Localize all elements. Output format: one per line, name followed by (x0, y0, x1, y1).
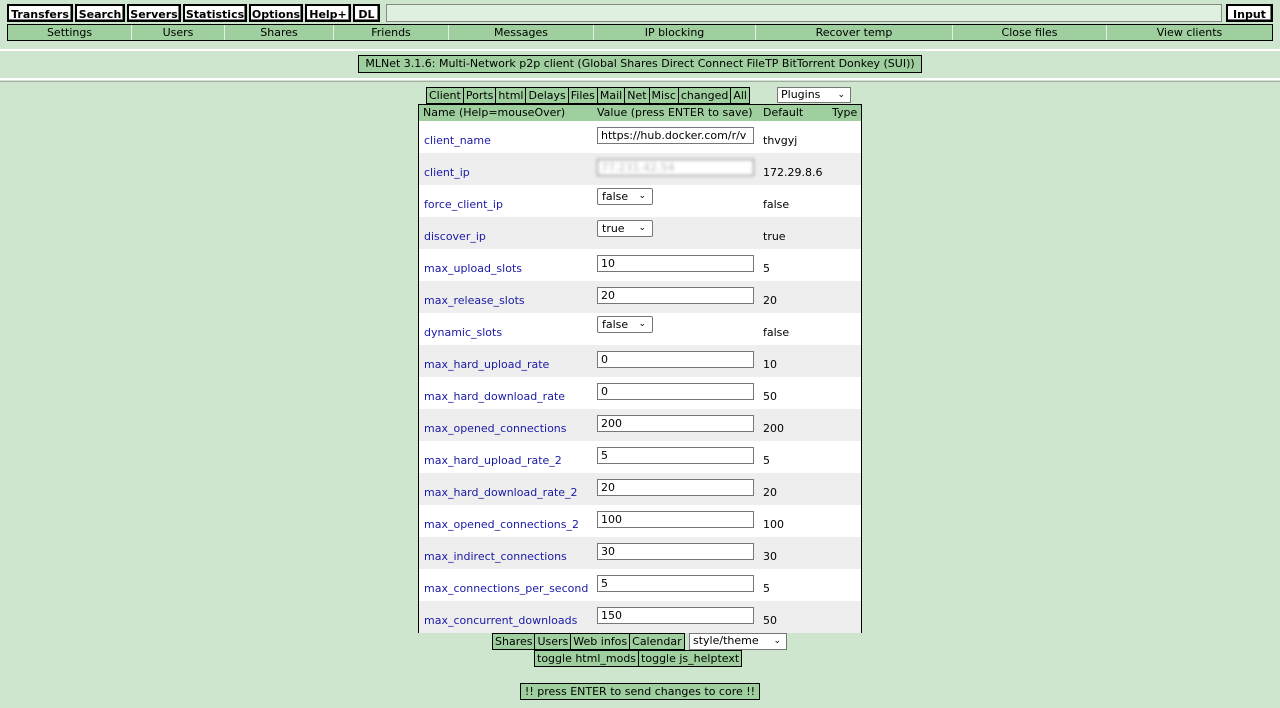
option-name-link[interactable]: max_opened_connections (424, 422, 567, 435)
option-name-link[interactable]: max_hard_download_rate_2 (424, 486, 578, 499)
table-row (419, 121, 861, 153)
option-default: true (763, 230, 786, 243)
option-name-link[interactable]: max_opened_connections_2 (424, 518, 580, 531)
tab-users[interactable]: Users (534, 633, 571, 650)
sub-menu-close-files[interactable]: Close files (953, 25, 1107, 40)
option-value-input[interactable]: https://hub.docker.com/r/v (597, 127, 754, 144)
tab-net[interactable]: Net (624, 87, 649, 104)
table-row (419, 249, 861, 281)
sub-menu-recover-temp[interactable]: Recover temp (756, 25, 953, 40)
search-button[interactable]: Search (75, 4, 125, 22)
table-header (419, 105, 861, 121)
sub-menu-friends[interactable]: Friends (334, 25, 449, 40)
header-value: Value (press ENTER to save) (597, 106, 753, 119)
statistics-button[interactable]: Statistics (183, 4, 247, 22)
header-name: Name (Help=mouseOver) (423, 106, 566, 119)
style-theme-select[interactable] (689, 633, 787, 650)
toggle-bar (534, 650, 741, 667)
option-name-link[interactable]: max_indirect_connections (424, 550, 567, 563)
option-default: 172.29.8.6 (763, 166, 823, 179)
table-row (419, 505, 861, 537)
page-title: MLNet 3.1.6: Multi-Network p2p client (Global Shares Direct Connect FileTP BitTorrent Donkey (SUI)) (358, 55, 922, 73)
table-row (419, 153, 861, 185)
chevron-down-icon: ⌄ (638, 191, 646, 201)
chevron-down-icon: ⌄ (638, 319, 646, 329)
servers-button[interactable]: Servers (127, 4, 181, 22)
sub-menu-users[interactable]: Users (132, 25, 225, 40)
tab-html[interactable]: html (495, 87, 526, 104)
table-row (419, 313, 861, 345)
option-value-input[interactable]: 0 (597, 383, 754, 400)
sub-menu-ip-blocking[interactable]: IP blocking (594, 25, 756, 40)
chevron-down-icon: ⌄ (837, 90, 845, 100)
table-row (419, 473, 861, 505)
tab-files[interactable]: Files (568, 87, 598, 104)
option-name-link[interactable]: max_hard_upload_rate_2 (424, 454, 562, 467)
sub-menu-shares[interactable]: Shares (225, 25, 334, 40)
options-table (418, 104, 862, 633)
sub-menu-view-clients[interactable]: View clients (1156, 26, 1223, 39)
option-value-input[interactable]: 10 (597, 255, 754, 272)
table-row (419, 569, 861, 601)
option-value-select[interactable] (597, 316, 653, 333)
table-row (419, 185, 861, 217)
option-name-link[interactable]: max_concurrent_downloads (424, 614, 578, 627)
style-theme-value: style/theme (693, 634, 759, 647)
top-bar (0, 0, 1280, 45)
tab-shares[interactable]: Shares (492, 633, 535, 650)
chevron-down-icon: ⌄ (773, 636, 781, 646)
plugins-select-value: Plugins (781, 88, 821, 101)
option-name-link[interactable]: max_hard_download_rate (424, 390, 566, 403)
tab-mail[interactable]: Mail (597, 87, 625, 104)
option-default: 20 (763, 486, 777, 499)
option-value-input[interactable]: 5 (597, 447, 754, 464)
option-default: false (763, 326, 790, 339)
toggle-js-helptext[interactable]: toggle js_helptext (638, 650, 742, 667)
tab-delays[interactable]: Delays (525, 87, 568, 104)
help-button[interactable]: Help+ (305, 4, 351, 22)
sub-menu-settings[interactable]: Settings (8, 25, 132, 40)
option-default: 100 (763, 518, 784, 531)
option-value-input[interactable]: 0 (597, 351, 754, 368)
table-row (419, 537, 861, 569)
option-value-input[interactable]: 20 (597, 287, 754, 304)
sub-menu-bar (7, 24, 1273, 41)
option-default: 200 (763, 422, 784, 435)
divider (0, 78, 1280, 80)
bottom-tabs (492, 633, 684, 650)
option-name-link[interactable]: force_client_ip (424, 198, 503, 211)
option-default: 50 (763, 614, 777, 627)
table-row (419, 217, 861, 249)
tab-all[interactable]: All (730, 87, 750, 104)
option-tabs (426, 87, 749, 104)
enter-notice: !! press ENTER to send changes to core !! (520, 683, 760, 700)
option-select-value: false (602, 318, 629, 331)
option-default: 50 (763, 390, 777, 403)
option-value-input[interactable]: 150 (597, 607, 754, 624)
tab-client[interactable]: Client (426, 87, 464, 104)
sub-menu-messages[interactable]: Messages (449, 25, 594, 40)
option-name-link[interactable]: max_upload_slots (424, 262, 522, 275)
option-default: 5 (763, 582, 770, 595)
option-value-input[interactable]: 200 (597, 415, 754, 432)
option-value-input[interactable]: 5 (597, 575, 754, 592)
option-default: 30 (763, 550, 777, 563)
toggle-html-mods[interactable]: toggle html_mods (534, 650, 639, 667)
tab-ports[interactable]: Ports (463, 87, 497, 104)
table-row (419, 281, 861, 313)
option-value-input[interactable]: 77.231.42.54 (597, 159, 754, 176)
dl-button[interactable]: DL (353, 4, 380, 22)
option-value-input[interactable]: 100 (597, 511, 754, 528)
option-name-link[interactable]: max_connections_per_second (424, 582, 589, 595)
option-default: 5 (763, 262, 770, 275)
option-default: 5 (763, 454, 770, 467)
option-value-input[interactable]: 30 (597, 543, 754, 560)
option-default: 20 (763, 294, 777, 307)
option-name-link[interactable]: client_ip (424, 166, 470, 179)
option-name-link[interactable]: client_name (424, 134, 491, 147)
header-default: Default (763, 106, 804, 119)
divider (0, 81, 1280, 82)
plugins-select[interactable] (777, 87, 851, 103)
option-select-value: true (602, 222, 625, 235)
option-default: thvgyj (763, 134, 798, 147)
divider (0, 49, 1280, 51)
chevron-down-icon: ⌄ (638, 223, 646, 233)
input-button[interactable]: Input (1226, 4, 1273, 22)
header-type: Type (832, 106, 858, 119)
option-value-select[interactable] (597, 188, 653, 205)
table-row (419, 377, 861, 409)
options-button[interactable]: Options (249, 4, 303, 22)
table-row (419, 601, 861, 633)
table-row (419, 345, 861, 377)
tab-changed[interactable]: changed (678, 87, 731, 104)
tab-misc[interactable]: Misc (649, 87, 679, 104)
option-default: 10 (763, 358, 777, 371)
table-row (419, 441, 861, 473)
option-name-link[interactable]: discover_ip (424, 230, 486, 243)
tab-web-infos[interactable]: Web infos (570, 633, 630, 650)
option-default: false (763, 198, 790, 211)
option-select-value: false (602, 190, 629, 203)
tab-calendar[interactable]: Calendar (629, 633, 684, 650)
option-name-link[interactable]: max_hard_upload_rate (424, 358, 550, 371)
command-input[interactable] (386, 4, 1222, 22)
option-value-input[interactable]: 20 (597, 479, 754, 496)
option-name-link[interactable]: max_release_slots (424, 294, 525, 307)
option-name-link[interactable]: dynamic_slots (424, 326, 503, 339)
option-value-select[interactable] (597, 220, 653, 237)
table-row (419, 409, 861, 441)
transfers-button[interactable]: Transfers (7, 4, 73, 22)
